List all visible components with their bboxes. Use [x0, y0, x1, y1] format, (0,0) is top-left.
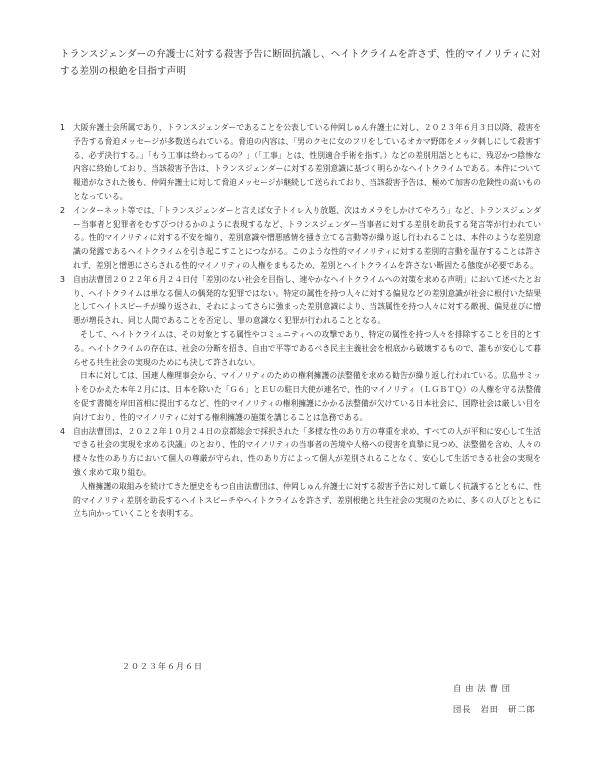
paragraph-3-continuation-1: そして、ヘイトクライムは、その対象とする属性やコミュニティへの攻撃であり、特定の属性を持つ人々を排除することを目的とする。ヘイトクライムの存在は、社会の分断を招き、自由で平等であるべき民主主義社会を根底から破壊するもので、誰もが安心して暮らせる共生社会の実現のためにも決して許されない。	[73, 329, 541, 367]
representative-name: 団長 岩田 研二郎	[453, 704, 536, 714]
organization-name: 自由法曹団	[453, 683, 514, 693]
paragraph-4	[60, 425, 541, 480]
statement-date: ２０２３年６月６日	[122, 662, 203, 671]
paragraph-1	[60, 121, 541, 204]
paragraph-text: 大阪弁護士会所属であり、トランスジェンダーであることを公表している仲岡しゅん弁護士に対し、２０２３年６月３日以降、殺害を予告する脅迫メッセージが多数送られている。脅迫の内容は、「男のクセに女のフリをしているオカマ野郎をメッタ刺しにして殺害する、必ず決行する。」「もう工事は終わってるの？」（「工事」とは、性別適合手術を指す。）などの差別用語とともに、残忍かつ陰惨な内容に終始しており、当該殺害予告は、トランスジェンダーに対する差別意識に基づく明らかなヘイトクライムである。本件について報道がなされた後も、仲岡弁護士に対して脅迫メッセージが継続して送られており、当該殺害予告は、極めて加害の危険性の高いものとなっている。	[73, 123, 541, 201]
paragraph-2	[60, 204, 541, 273]
paragraph-number: 3	[60, 274, 65, 284]
paragraph-text: インターネット等では、「トランスジェンダーと言えば女子トイレ入り放題、次はカメラをしかけてやろう」など、トランスジェンダー当事者と犯罪者をむすびつけるかのように表現するなど、トランスジェンダー当事者に対する差別を助長する発言等が行われている。性的マイノリティに対する不安を煽り、差別意識や憎悪感情を掻き立てる言動等が繰り返し行われることは、本件のような差別意識の発露であるヘイトクライムを引き起こすことにつながる。このような性的マイノリティに対する差別的言動を温存することは許されず、差別と憎悪にさらされる性的マイノリティの人権をまもるため、差別とヘイトクライムを許さない断固たる態度が必要である。	[73, 205, 541, 270]
paragraph-number: 4	[60, 426, 65, 436]
paragraph-text: 自由法曹団は、２０２２年１０月２４日の京都総会で採択された「多様な性のあり方の尊重を求め、すべての人が平和に安心して生活できる社会の実現を求める決議」のとおり、性的マイノリティの当事者の苦境や人格への侵害を真摯に見つめ、法整備を含め、人々の様々な性のあり方において個人の尊厳が守られ、性のあり方によって個人が差別されることなく、安心して生活できる社会の実現を強く求めて取り組む。	[73, 426, 541, 477]
paragraph-4-continuation-1: 人権擁護の取組みを続けてきた歴史をもつ自由法曹団は、仲岡しゅん弁護士に対する殺害予告に対して厳しく抗議するとともに、性的マイノリティ差別を助長するヘイトスピーチやヘイトクライムを許さず、差別根絶と共生社会の実現のために、多くの人びとともに立ち向かっていくことを表明する。	[73, 481, 541, 519]
paragraph-3-continuation-2: 日本に対しては、国連人権理事会から、マイノリティのための権利擁護の法整備を求める勧告が繰り返し行われている。広島サミットをひかえた本年２月には、日本を除いた「Ｇ６」とＥＵの駐日大使が連名で、性的マイノリティ（ＬＧＢＴＱ）の人権を守る法整備を促す書簡を岸田首相に提出するなど、性的マイノリティの権利擁護にかかる法整備が欠けている日本社会に、国際社会は厳しい目を向けており、性的マイノリティに対する権利擁護の施策を講じることは急務である。	[73, 371, 541, 422]
statement-title: トランスジェンダーの弁護士に対する殺害予告に断固抗議し、ヘイトクライムを許さず、性的マイノリティに対する差別の根絶を目指す声明	[60, 49, 541, 77]
paragraph-number: 1	[60, 123, 65, 132]
paragraph-number: 2	[60, 205, 65, 215]
paragraph-text: 自由法曹団２０２２年６月２４日付「差別のない社会を目指し、速やかなヘイトクライムへの対策を求める声明」において述べたとおり、ヘイトクライムは単なる個人の偶発的な犯罪ではない。特定の属性を持つ人々に対する偏見などの差別意識が社会に根付いた結果としてヘイトスピーチが繰り返され、それによってさらに強まった差別意識により、当該属性を持つ人々に対する敵視、偏見並びに憎悪が増長され、同じ人間であることを否定し、罪の意識なく犯罪が行われることとなる。	[73, 274, 541, 326]
statement-body	[60, 121, 541, 521]
paragraph-3	[60, 273, 541, 328]
